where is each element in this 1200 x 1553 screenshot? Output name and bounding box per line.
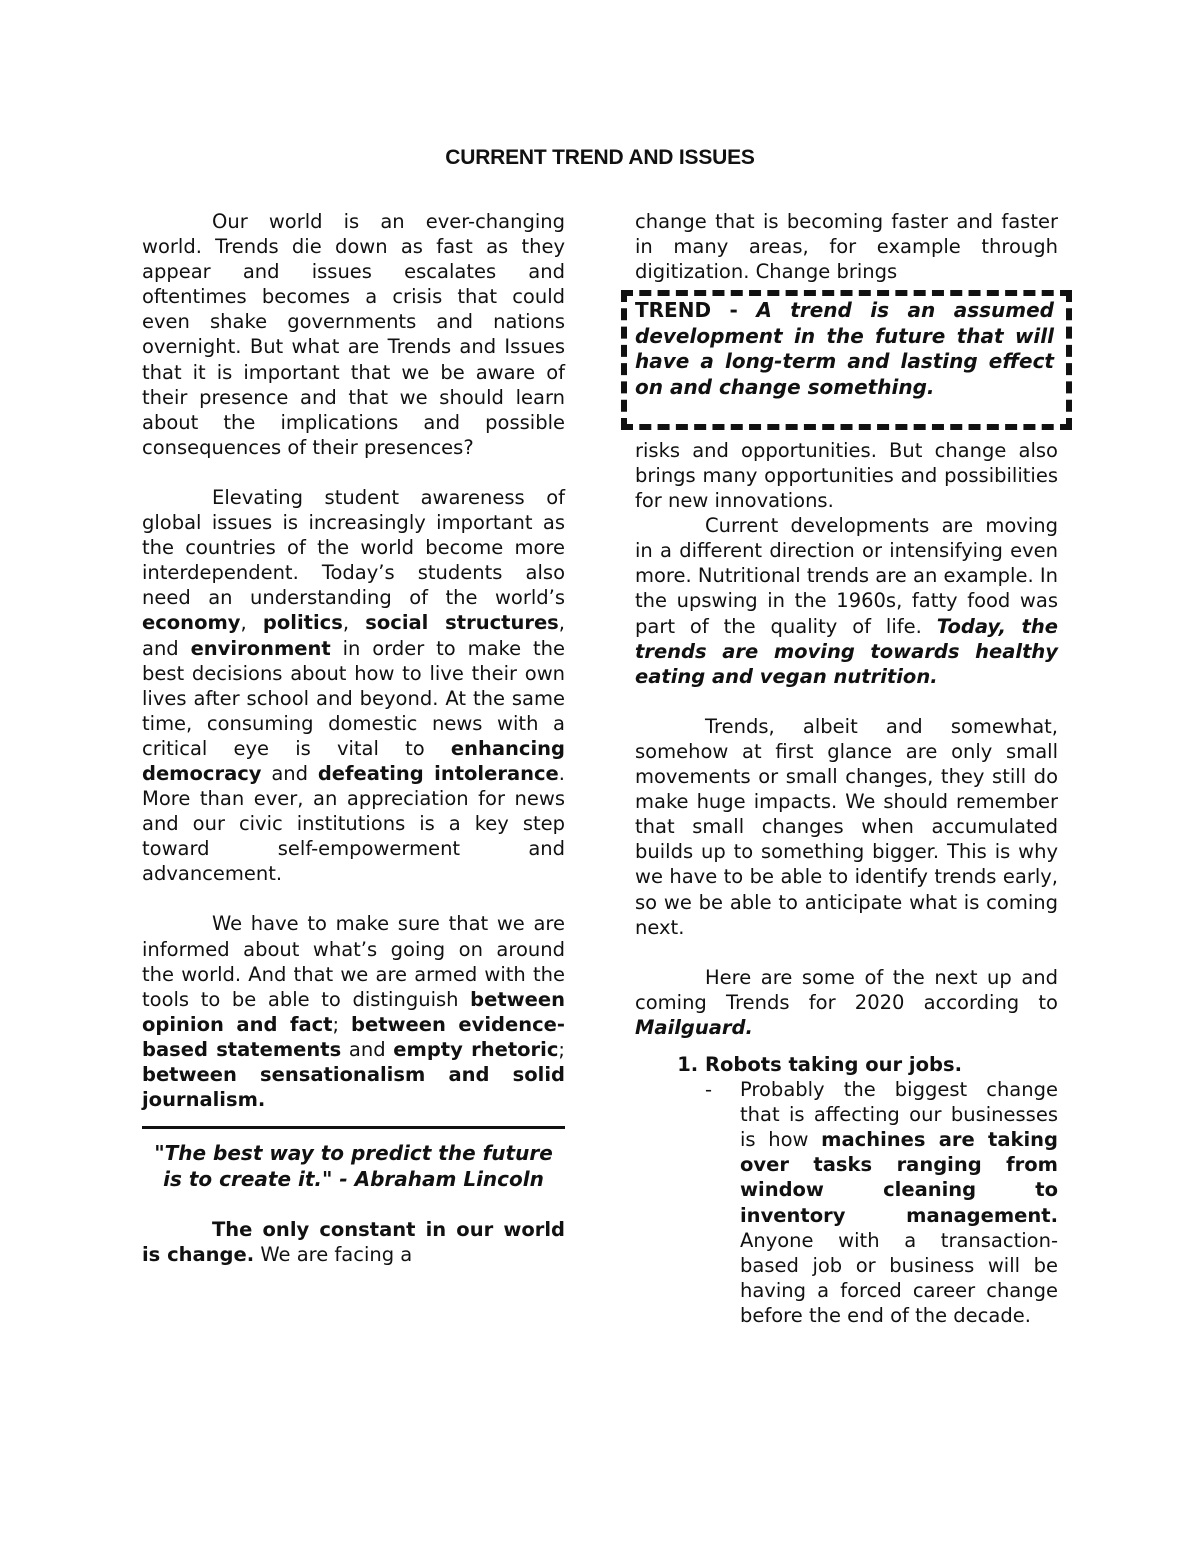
trend-definition-box: TREND - A trend is an assumed development in the future that will have a long-term and lasting effect on and change something.	[621, 290, 1072, 430]
change-continuation: change that is becoming faster and faster in many areas, for example through digitization. Change brings	[635, 210, 1058, 284]
list-item: 1. Robots taking our jobs.	[705, 1052, 1058, 1077]
right-column	[635, 209, 1058, 1328]
trend-label: TREND	[635, 298, 712, 323]
list-subitem: - Probably the biggest change that is affecting our businesses is how machines are taking over tasks ranging from window cleaning to inventory management. Anyone with a transaction-based job or business will be having a forced career change before the end of the decade.	[705, 1078, 1058, 1327]
risks-paragraph: risks and opportunities. But change also brings many opportunities and possibilities for new innovations.	[635, 438, 1058, 513]
trends-list	[635, 1052, 1058, 1077]
small-changes-paragraph: Trends, albeit and somewhat, somehow at first glance are only small movements or small changes, they still do make huge impacts. We should remember that small changes when accumulated builds up to something bigger. This is why we have to be able to identify trends early, so we be able to anticipate what is coming next.	[635, 714, 1058, 939]
awareness-paragraph: Elevating student awareness of global issues is increasingly important as the countries of the world become more interdependent. Today’s students also need an understanding of the world’s economy, politics, social structures, and environment in order to make the best decisions about how to live their own lives after school and beyond. At the same time, consuming domestic news with a critical eye is vital to enhancing democracy and defeating intolerance. More than ever, an appreciation for news and our civic institutions is a key step toward self-empowerment and advancement.	[142, 485, 565, 886]
horizontal-rule	[142, 1126, 565, 1129]
dash-bullet: -	[705, 1078, 713, 1102]
left-column	[142, 209, 565, 1267]
intro-paragraph: Our world is an ever-changing world. Trends die down as fast as they appear and issues escalates and oftentimes becomes a crisis that could even shake governments and nations overnight. But what are Trends and Issues that it is important that we be aware of their presence and that we should learn about the implications and possible consequences of their presences?	[142, 210, 565, 459]
mailguard-paragraph: Here are some of the next up and coming Trends for 2020 according to Mailguard.	[635, 965, 1058, 1039]
lincoln-quote: "The best way to predict the future is to create it." - Abraham Lincoln	[154, 1141, 553, 1191]
trend-definition: A trend is an assumed development in the future that will have a long-term and lasting effect on and change something.	[635, 298, 1054, 399]
developments-paragraph: Current developments are moving in a different direction or intensifying even more. Nutritional trends are an example. In the upswing in the 1960s, fatty food was part of the quality of life. Today, the trends are moving towards healthy eating and vegan nutrition.	[635, 514, 1058, 688]
change-paragraph: The only constant in our world is change. We are facing a	[142, 1218, 565, 1267]
page-title: CURRENT TREND AND ISSUES	[445, 146, 755, 169]
informed-paragraph: We have to make sure that we are informed about what’s going on around the world. And that we are armed with the tools to be able to distinguish between opinion and fact; between evidence-based statements and empty rhetoric; between sensationalism and solid journalism.	[142, 912, 565, 1112]
